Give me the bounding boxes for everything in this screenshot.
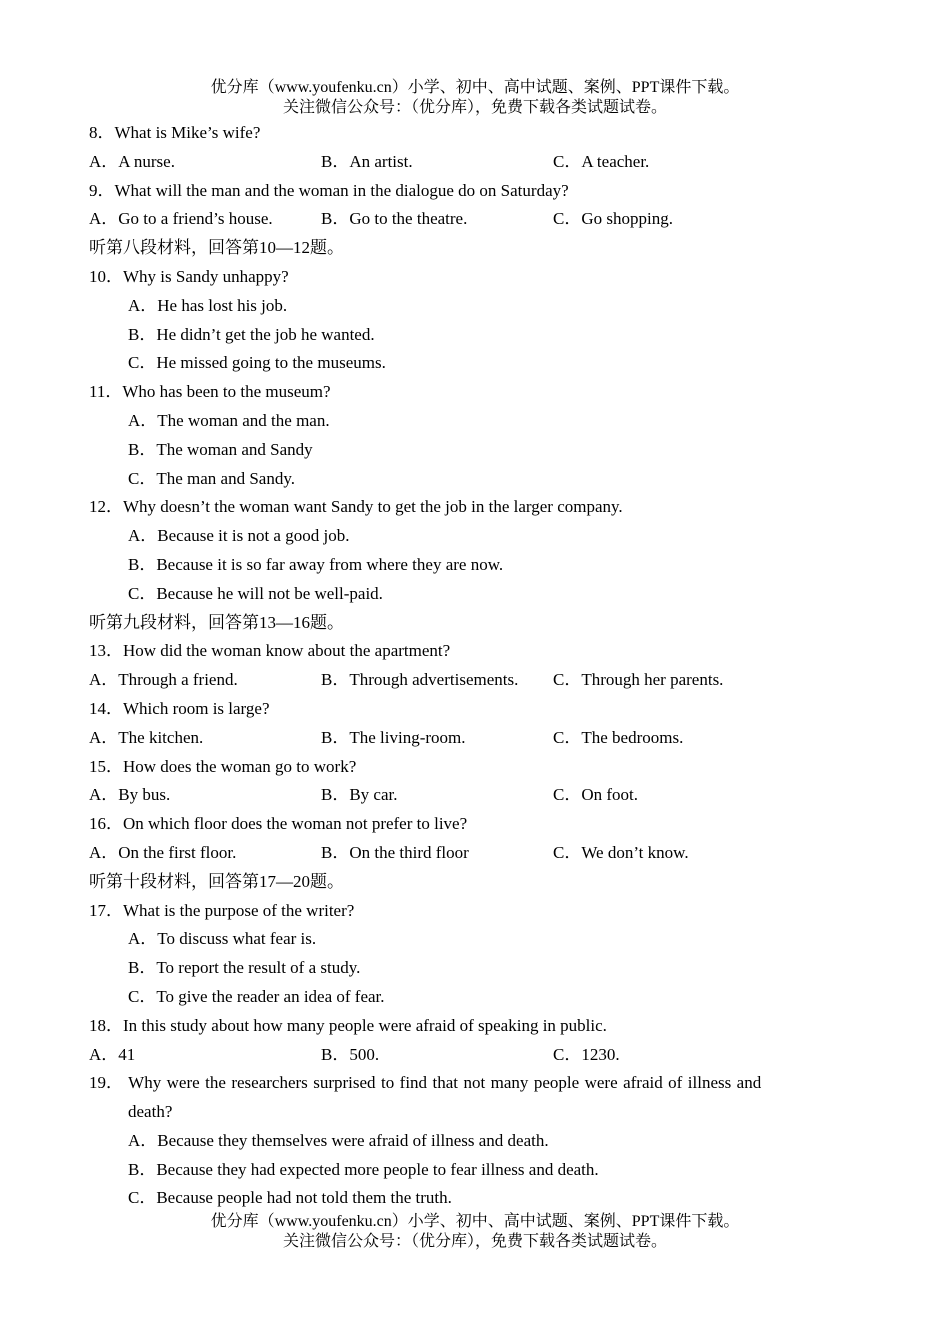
question-8-option-a: A．A nurse.: [89, 151, 175, 171]
section-10-heading: 听第十段材料，回答第17—20题。: [89, 871, 344, 891]
question-12-option-c: C．Because he will not be well-paid.: [128, 583, 383, 603]
question-15-options: [89, 781, 859, 810]
question-9-option-a: A．Go to a friend’s house.: [89, 209, 273, 229]
question-17: 17．What is the purpose of the writer?: [89, 900, 355, 920]
question-12-option-a: A．Because it is not a good job.: [128, 526, 350, 546]
question-18-option-b: B．500.: [321, 1044, 380, 1064]
question-16-options: [89, 839, 859, 868]
question-15-option-b: B．By car.: [321, 785, 398, 805]
question-9: 9．What will the man and the woman in the dialogue do on Saturday?: [89, 180, 569, 200]
question-10: 10．Why is Sandy unhappy?: [89, 266, 289, 286]
question-10-option-c: C．He missed going to the museums.: [128, 353, 386, 373]
question-8: 8．What is Mike’s wife?: [89, 123, 261, 142]
question-16: 16．On which floor does the woman not prefer to live?: [89, 814, 468, 834]
question-13-option-a: A．Through a friend.: [89, 670, 238, 690]
question-14: 14．Which room is large?: [89, 698, 270, 718]
question-8-option-b: B．An artist.: [321, 151, 413, 171]
question-11-option-c: C．The man and Sandy.: [128, 468, 295, 488]
question-12-option-b: B．Because it is so far away from where they are now.: [128, 554, 504, 574]
question-10-option-a: A．He has lost his job.: [128, 295, 288, 315]
question-16-option-a: A．On the first floor.: [89, 842, 237, 862]
questions-content: [89, 119, 859, 1213]
question-13: 13．How did the woman know about the apartment?: [89, 641, 451, 661]
footer-line-2: 关注微信公众号：（优分库），免费下载各类试题试卷。: [282, 1233, 667, 1250]
question-19-line-1: 19． Why were the researchers surprised to find that not many people were afraid of illness and: [89, 1073, 762, 1093]
question-10-option-b: B．He didn’t get the job he wanted.: [128, 324, 375, 344]
page-footer: [0, 1212, 950, 1252]
question-13-options: [89, 666, 859, 695]
question-18: 18．In this study about how many people were afraid of speaking in public.: [89, 1015, 607, 1035]
question-9-option-b: B．Go to the theatre.: [321, 209, 468, 229]
question-19-line-2: death?: [128, 1102, 173, 1122]
section-8-heading: 听第八段材料，回答第10—12题。: [89, 238, 344, 258]
question-15-option-c: C．On foot.: [553, 785, 638, 805]
page-header: [0, 78, 950, 118]
question-11: 11．Who has been to the museum?: [89, 382, 331, 402]
question-19-option-b: B．Because they had expected more people to fear illness and death.: [128, 1159, 599, 1179]
question-9-options: [89, 205, 859, 234]
question-18-option-c: C．1230.: [553, 1044, 620, 1064]
question-14-option-b: B．The living-room.: [321, 727, 466, 747]
question-13-option-b: B．Through advertisements.: [321, 670, 519, 690]
question-18-options: [89, 1041, 859, 1070]
question-17-option-b: B．To report the result of a study.: [128, 958, 361, 978]
question-17-option-c: C．To give the reader an idea of fear.: [128, 986, 385, 1006]
question-19-option-a: A．Because they themselves were afraid of illness and death.: [128, 1130, 549, 1150]
question-11-option-a: A．The woman and the man.: [128, 410, 330, 430]
question-17-option-a: A．To discuss what fear is.: [128, 929, 317, 949]
question-19-option-c: C．Because people had not told them the truth.: [128, 1188, 452, 1208]
question-16-option-c: C．We don’t know.: [553, 842, 689, 862]
section-9-heading: 听第九段材料，回答第13—16题。: [89, 612, 344, 632]
question-8-options: [89, 148, 859, 177]
footer-line-1: 优分库（www.youfenku.cn）小学、初中、高中试题、案例、PPT课件下载。: [210, 1213, 740, 1230]
question-16-option-b: B．On the third floor: [321, 842, 469, 862]
header-line-1: 优分库（www.youfenku.cn）小学、初中、高中试题、案例、PPT课件下载。: [210, 79, 740, 96]
question-15: 15．How does the woman go to work?: [89, 756, 357, 776]
question-12: 12．Why doesn’t the woman want Sandy to get the job in the larger company.: [89, 497, 623, 517]
question-15-option-a: A．By bus.: [89, 785, 171, 805]
question-18-option-a: A．41: [89, 1044, 136, 1064]
question-14-option-c: C．The bedrooms.: [553, 727, 684, 747]
question-13-option-c: C．Through her parents.: [553, 670, 724, 690]
question-11-option-b: B．The woman and Sandy: [128, 439, 313, 459]
question-8-option-c: C．A teacher.: [553, 151, 650, 171]
question-14-options: [89, 724, 859, 753]
question-14-option-a: A．The kitchen.: [89, 727, 204, 747]
header-line-2: 关注微信公众号：（优分库），免费下载各类试题试卷。: [282, 99, 667, 116]
question-9-option-c: C．Go shopping.: [553, 209, 673, 229]
